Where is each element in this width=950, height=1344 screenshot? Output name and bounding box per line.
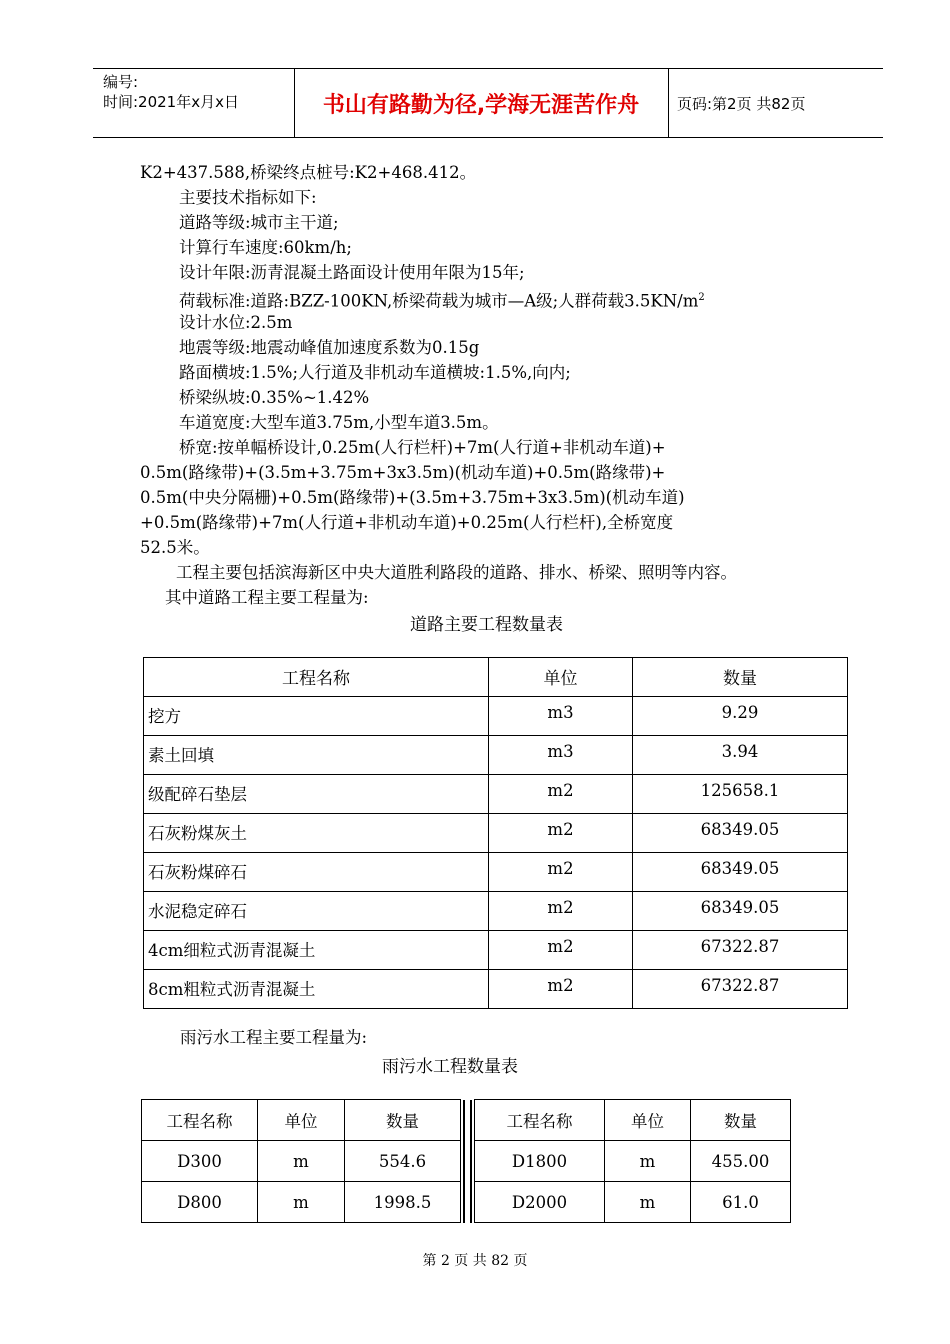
header-cell: 工程名称 xyxy=(142,1100,258,1141)
table-row xyxy=(144,970,848,1009)
table-cell: 级配碎石垫层 xyxy=(144,775,489,814)
body-line-load xyxy=(179,288,705,312)
body-line: 桥宽:按单幅桥设计,0.25m(人行栏杆)+7m(人行道+非机动车道)+ xyxy=(179,438,666,457)
table-cell: m2 xyxy=(489,931,633,970)
body-line: 桥梁纵坡:0.35%~1.42% xyxy=(179,388,370,407)
table-row xyxy=(144,814,848,853)
table-cell: 125658.1 xyxy=(633,775,848,814)
table-row xyxy=(144,697,848,736)
body-line: 工程主要包括滨海新区中央大道胜利路段的道路、排水、桥梁、照明等内容。 xyxy=(176,563,737,582)
table-cell: m2 xyxy=(489,892,633,931)
rain-intro: 雨污水工程主要工程量为: xyxy=(180,1028,368,1047)
page-header xyxy=(93,68,883,138)
table-cell: m xyxy=(605,1182,691,1223)
table-cell: D2000 xyxy=(475,1182,605,1223)
table-cell: 石灰粉煤灰土 xyxy=(144,814,489,853)
rain-quantity-table xyxy=(141,1099,791,1223)
header-cell: 数量 xyxy=(691,1100,791,1141)
table-cell: m3 xyxy=(489,697,633,736)
table-cell: m2 xyxy=(489,970,633,1009)
table-cell: 68349.05 xyxy=(633,892,848,931)
body-line: 其中道路工程主要工程量为: xyxy=(165,588,369,607)
time-label: 时间:2021年x月x日 xyxy=(103,93,239,111)
header-page-info: 页码:第2页 共82页 xyxy=(677,94,806,113)
table-cell: m3 xyxy=(489,736,633,775)
table-cell: 554.6 xyxy=(345,1141,461,1182)
table-cell: 3.94 xyxy=(633,736,848,775)
table-row xyxy=(144,853,848,892)
table-cell: m xyxy=(258,1141,345,1182)
table-cell: 4cm细粒式沥青混凝土 xyxy=(144,931,489,970)
header-meta xyxy=(93,69,293,137)
table-separator xyxy=(461,1100,475,1223)
table-cell: 1998.5 xyxy=(345,1182,461,1223)
body-line: 主要技术指标如下: xyxy=(179,188,317,207)
table-cell: 67322.87 xyxy=(633,970,848,1009)
header-cell: 单位 xyxy=(489,658,633,697)
body-line: 地震等级:地震动峰值加速度系数为0.15g xyxy=(179,338,480,357)
body-line: 设计水位:2.5m xyxy=(179,313,293,332)
table-header-row xyxy=(142,1100,791,1141)
table-cell: 石灰粉煤碎石 xyxy=(144,853,489,892)
table-cell: 61.0 xyxy=(691,1182,791,1223)
table-cell: 水泥稳定碎石 xyxy=(144,892,489,931)
body-line: 荷载标准:道路:BZZ-100KN,桥梁荷载为城市—A级;人群荷载3.5KN/m xyxy=(179,291,699,311)
body-line: 0.5m(中央分隔栅)+0.5m(路缘带)+(3.5m+3.75m+3x3.5m)(机动车道) xyxy=(140,488,685,507)
body-line: 路面横坡:1.5%;人行道及非机动车道横坡:1.5%,向内; xyxy=(179,363,571,382)
body-line: 0.5m(路缘带)+(3.5m+3.75m+3x3.5m)(机动车道)+0.5m(路缘带)+ xyxy=(140,463,666,482)
header-cell: 数量 xyxy=(345,1100,461,1141)
table-cell: 455.00 xyxy=(691,1141,791,1182)
table-row xyxy=(144,892,848,931)
table-row xyxy=(144,931,848,970)
table-row xyxy=(144,736,848,775)
table-cell: D300 xyxy=(142,1141,258,1182)
road-quantity-table xyxy=(143,657,848,1009)
table-cell: D800 xyxy=(142,1182,258,1223)
header-cell: 工程名称 xyxy=(144,658,489,697)
body-line: +0.5m(路缘带)+7m(人行道+非机动车道)+0.25m(人行栏杆),全桥宽度 xyxy=(140,513,674,532)
number-label: 编号: xyxy=(103,73,139,91)
header-cell: 单位 xyxy=(258,1100,345,1141)
body-line: 道路等级:城市主干道; xyxy=(179,213,339,232)
body-line: 计算行车速度:60km/h; xyxy=(179,238,352,257)
table-cell: 67322.87 xyxy=(633,931,848,970)
table-row xyxy=(144,775,848,814)
table-header-row xyxy=(144,658,848,697)
body-line: K2+437.588,桥梁终点桩号:K2+468.412。 xyxy=(140,163,477,182)
table-cell: 9.29 xyxy=(633,697,848,736)
table-cell: m xyxy=(258,1182,345,1223)
table-cell: m xyxy=(605,1141,691,1182)
table-cell: D1800 xyxy=(475,1141,605,1182)
table-cell: m2 xyxy=(489,814,633,853)
header-divider xyxy=(668,69,669,137)
table-cell: 素土回填 xyxy=(144,736,489,775)
body-line: 设计年限:沥青混凝土路面设计使用年限为15年; xyxy=(179,263,525,282)
road-table-caption: 道路主要工程数量表 xyxy=(410,615,563,635)
body-line: 车道宽度:大型车道3.75m,小型车道3.5m。 xyxy=(179,413,499,432)
header-cell: 单位 xyxy=(605,1100,691,1141)
table-cell: 挖方 xyxy=(144,697,489,736)
header-cell: 工程名称 xyxy=(475,1100,605,1141)
header-motto: 书山有路勤为径,学海无涯苦作舟 xyxy=(322,92,640,118)
table-cell: 68349.05 xyxy=(633,853,848,892)
header-cell: 数量 xyxy=(633,658,848,697)
table-cell: m2 xyxy=(489,853,633,892)
page-footer: 第 2 页 共 82 页 xyxy=(422,1253,528,1269)
table-cell: 8cm粗粒式沥青混凝土 xyxy=(144,970,489,1009)
body-line: 52.5米。 xyxy=(140,538,210,557)
rain-table-caption: 雨污水工程数量表 xyxy=(382,1057,518,1077)
table-cell: 68349.05 xyxy=(633,814,848,853)
superscript: 2 xyxy=(698,292,705,303)
table-cell: m2 xyxy=(489,775,633,814)
